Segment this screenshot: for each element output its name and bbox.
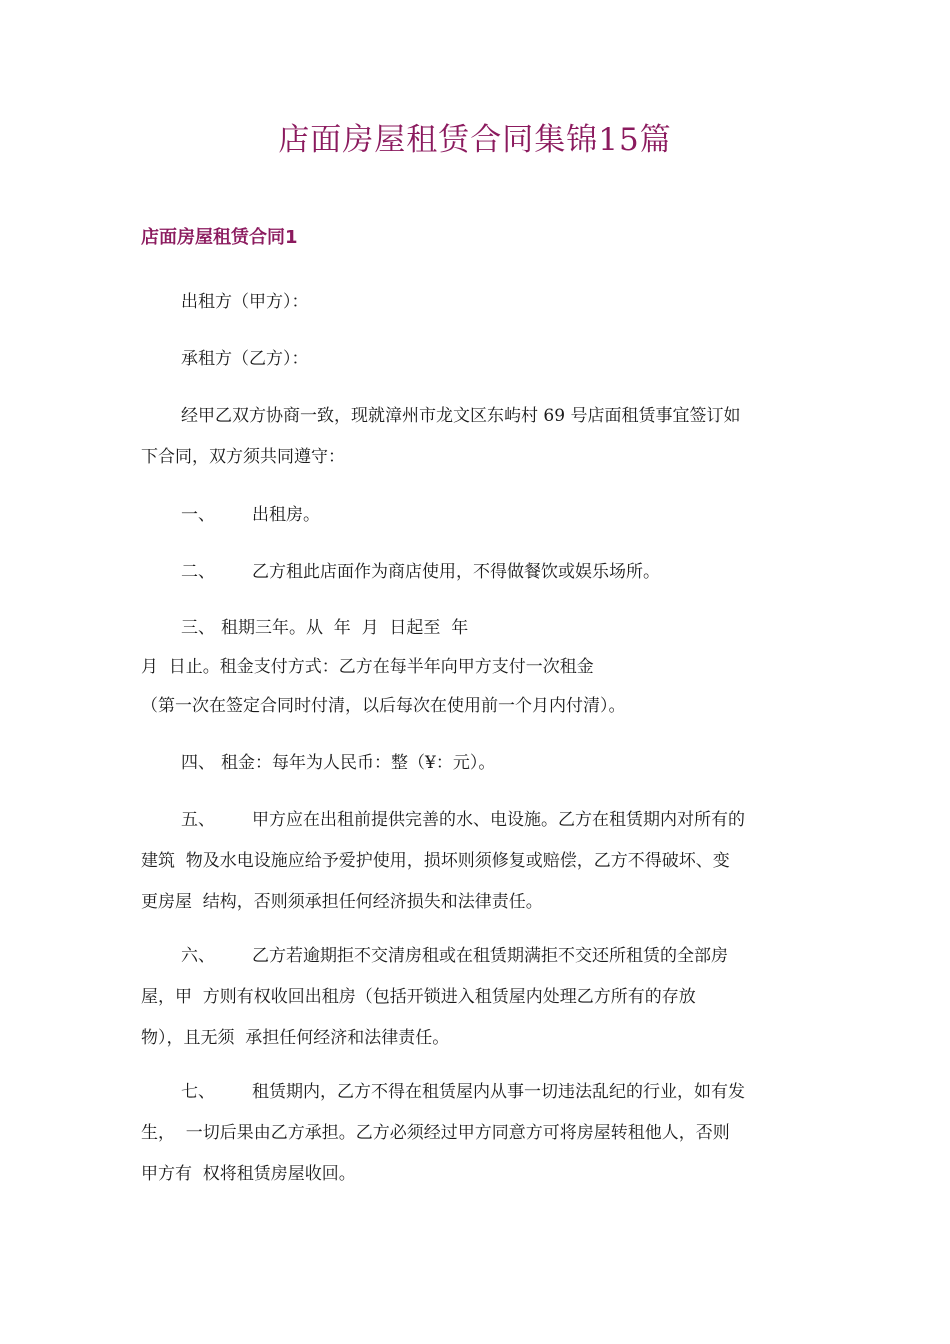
preamble-line-2: 下合同，双方须共同遵守： <box>141 447 345 467</box>
clause-4-text: 租金：每年为人民币：整（¥：元）。 <box>221 753 496 773</box>
clause-5 <box>141 800 817 923</box>
party-b-text: 承租方（乙方）： <box>181 349 309 369</box>
clause-6-number: 六、 <box>181 946 215 966</box>
clause-4-number: 四、 <box>181 753 215 773</box>
clause-4 <box>141 743 817 784</box>
clause-1-text: 出租房。 <box>252 505 320 525</box>
clause-2 <box>141 552 817 593</box>
clause-6-line-1: 乙方若逾期拒不交清房租或在租赁期满拒不交还所租赁的全部房 <box>252 946 728 966</box>
clause-2-number: 二、 <box>181 562 215 582</box>
party-a-text: 出租方（甲方）： <box>181 292 309 312</box>
clause-1-number: 一、 <box>181 505 215 525</box>
clause-5-line-2: 建筑 物及水电设施应给予爱护使用，损坏则须修复或赔偿，乙方不得破坏、变 <box>141 851 730 871</box>
clause-1 <box>141 495 817 536</box>
preamble-paragraph <box>141 396 817 478</box>
clause-3-line-2: 月 日止。租金支付方式：乙方在每半年向甲方支付一次租金 <box>141 657 594 677</box>
clause-3-line-1: 租期三年。从 年 月 日起至 年 <box>221 618 469 638</box>
clause-5-line-3: 更房屋 结构，否则须承担任何经济损失和法律责任。 <box>141 892 543 912</box>
clause-2-text: 乙方租此店面作为商店使用，不得做餐饮或娱乐场所。 <box>252 562 660 582</box>
preamble-line-1: 经甲乙双方协商一致，现就漳州市龙文区东屿村 69 号店面租赁事宜签订如 <box>181 406 741 426</box>
clause-3-line-3: （第一次在签定合同时付清，以后每次在使用前一个月内付清）。 <box>141 696 626 716</box>
clause-7-line-3: 甲方有 权将租赁房屋收回。 <box>141 1164 356 1184</box>
clause-5-line-1: 甲方应在出租前提供完善的水、电设施。乙方在租赁期内对所有的 <box>252 810 745 830</box>
section-heading: 店面房屋租赁合同1 <box>141 227 298 248</box>
clause-3-number: 三、 <box>181 618 215 638</box>
clause-7 <box>141 1072 817 1195</box>
clause-7-line-1: 租赁期内，乙方不得在租赁屋内从事一切违法乱纪的行业，如有发 <box>252 1082 745 1102</box>
document-title: 店面房屋租赁合同集锦15篇 <box>278 122 672 158</box>
clause-5-number: 五、 <box>181 810 215 830</box>
clause-6-line-3: 物），且无须 承担任何经济和法律责任。 <box>141 1028 450 1048</box>
party-a-line <box>141 282 817 323</box>
party-b-line <box>141 339 817 380</box>
clause-6-line-2: 屋，甲 方则有权收回出租房（包括开锁进入租赁屋内处理乙方所有的存放 <box>141 987 696 1007</box>
clause-7-line-2: 生， 一切后果由乙方承担。乙方必须经过甲方同意方可将房屋转租他人，否则 <box>141 1123 730 1143</box>
clause-6 <box>141 936 817 1059</box>
clause-3 <box>141 608 817 727</box>
clause-7-number: 七、 <box>181 1082 215 1102</box>
